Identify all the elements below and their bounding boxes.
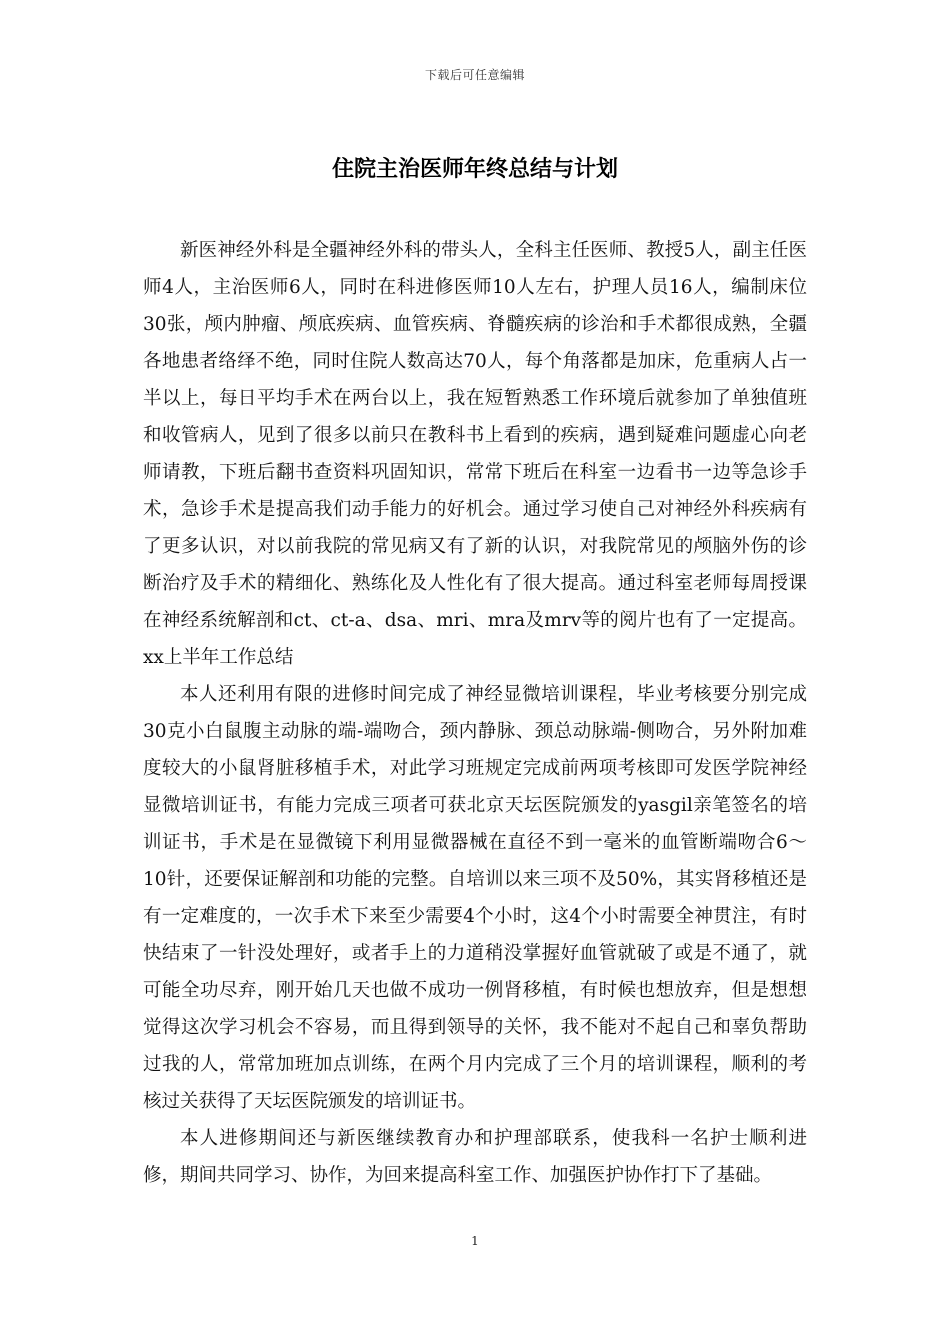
- page-number: 1: [471, 1234, 479, 1248]
- paragraph-1: 新医神经外科是全疆神经外科的带头人，全科主任医师、教授5人，副主任医师4人，主治医师6人，同时在科进修医师10人左右，护理人员16人，编制床位30张，颅内肿瘤、颅底疾病、血管疾病、脊髓疾病的诊治和手术都很成熟，全疆各地患者络绎不绝，同时住院人数高达70人，每个角落都是加床，危重病人占一半以上，每日平均手术在两台以上，我在短暂熟悉工作环境后就参加了单独值班和收管病人，见到了很多以前只在教科书上看到的疾病，遇到疑难问题虚心向老师请教，下班后翻书查资料巩固知识，常常下班后在科室一边看书一边等急诊手术，急诊手术是提高我们动手能力的好机会。通过学习使自己对神经外科疾病有了更多认识，对以前我院的常见病又有了新的认识，对我院常见的颅脑外伤的诊断治疗及手术的精细化、熟练化及人性化有了很大提高。通过科室老师每周授课在神经系统解剖和ct、ct-a、dsa、mri、mra及mrv等的阅片也有了一定提高。xx上半年工作总结: [143, 240, 807, 668]
- paragraph-3: 本人进修期间还与新医继续教育办和护理部联系，使我科一名护士顺利进修，期间共同学习、协作，为回来提高科室工作、加强医护协作打下了基础。: [143, 1128, 807, 1186]
- body-text: [143, 232, 807, 1194]
- header-note: 下载后可任意编辑: [424, 68, 525, 82]
- document-title: 住院主治医师年终总结与计划: [331, 157, 618, 182]
- paragraph-2: 本人还利用有限的进修时间完成了神经显微培训课程，毕业考核要分别完成30克小白鼠腹主动脉的端-端吻合，颈内静脉、颈总动脉端-侧吻合，另外附加难度较大的小鼠肾脏移植手术，对此学习班规定完成前两项考核即可发医学院神经显微培训证书，有能力完成三项者可获北京天坛医院颁发的yasgil亲笔签名的培训证书，手术是在显微镜下利用显微器械在直径不到一毫米的血管断端吻合6～10针，还要保证解剖和功能的完整。自培训以来三项不及50%，其实肾移植还是有一定难度的，一次手术下来至少需要4个小时，这4个小时需要全神贯注，有时快结束了一针没处理好，或者手上的力道稍没掌握好血管就破了或是不通了，就可能全功尽弃，刚开始几天也做不成功一例肾移植，有时候也想放弃，但是想想觉得这次学习机会不容易，而且得到领导的关怀，我不能对不起自己和辜负帮助过我的人，常常加班加点训练，在两个月内完成了三个月的培训课程，顺利的考核过关获得了天坛医院颁发的培训证书。: [143, 684, 807, 1112]
